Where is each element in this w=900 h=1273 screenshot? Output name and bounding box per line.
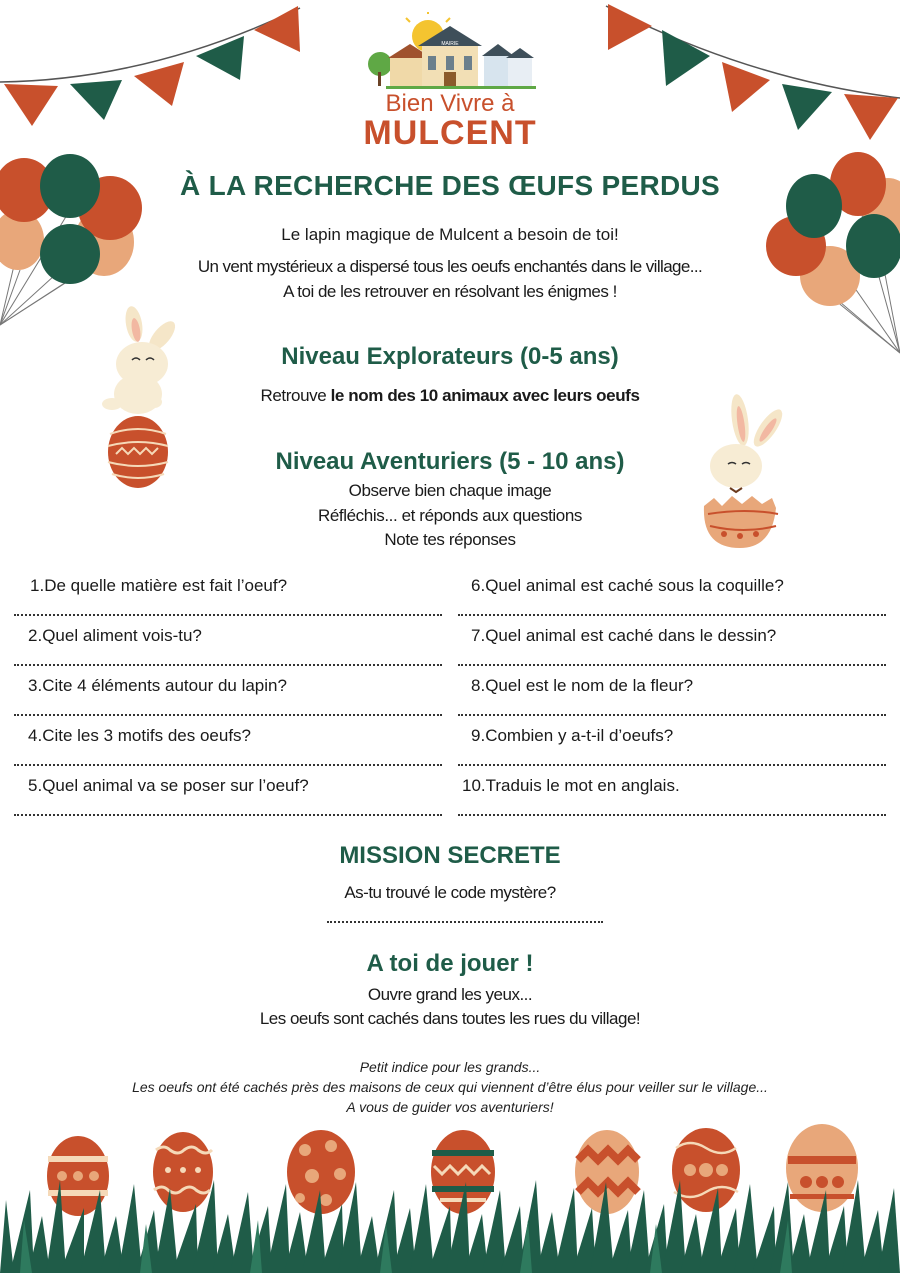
bunting-left xyxy=(0,0,310,140)
question-text: Cite 4 éléments autour du lapin? xyxy=(42,676,287,695)
question-text: Quel animal est caché dans le dessin? xyxy=(485,626,777,645)
explorateurs-text-plain: Retrouve xyxy=(260,386,331,405)
question-2 xyxy=(28,626,202,646)
hint-line1: Petit indice pour les grands... xyxy=(359,1059,541,1075)
intro-line3: A toi de les retrouver en résolvant les énigmes ! xyxy=(283,282,617,301)
question-number: 5. xyxy=(28,776,43,795)
answer-line-3[interactable] xyxy=(14,714,442,716)
question-number: 3. xyxy=(28,676,43,695)
answer-line-7[interactable] xyxy=(458,664,886,666)
question-number: 1. xyxy=(30,576,45,595)
mission-heading: MISSION SECRETE xyxy=(339,842,561,869)
aventuriers-heading: Niveau Aventuriers (5 - 10 ans) xyxy=(275,448,625,475)
question-4 xyxy=(28,726,251,746)
eggs-grass-footer xyxy=(0,1120,900,1273)
answer-line-2[interactable] xyxy=(14,664,442,666)
mairie-sign: MAIRIE xyxy=(441,41,459,47)
intro-line1: Le lapin magique de Mulcent a besoin de toi! xyxy=(281,225,619,244)
logo-line1: Bien Vivre à xyxy=(385,90,515,117)
town-hall-illustration xyxy=(366,12,536,90)
mission-text: As-tu trouvé le code mystère? xyxy=(344,883,556,902)
question-text: Traduis le mot en anglais. xyxy=(485,776,680,795)
page-title: À LA RECHERCHE DES ŒUFS PERDUS xyxy=(179,170,720,201)
mission-answer-line[interactable] xyxy=(327,921,603,923)
logo-line2: MULCENT xyxy=(363,114,537,152)
question-number: 9. xyxy=(471,726,486,745)
question-8 xyxy=(471,676,693,696)
question-10 xyxy=(462,776,680,796)
question-number: 7. xyxy=(471,626,486,645)
question-text: De quelle matière est fait l’oeuf? xyxy=(44,576,288,595)
question-text: Quel animal est caché sous la coquille? xyxy=(485,576,784,595)
question-number: 8. xyxy=(471,676,486,695)
hint-line2: Les oeufs ont été cachés près des maisons de ceux qui viennent d’être élus pour veiller sur le village... xyxy=(132,1079,768,1095)
question-7 xyxy=(471,626,776,646)
answer-line-5[interactable] xyxy=(14,814,442,816)
answer-line-6[interactable] xyxy=(458,614,886,616)
answer-line-4[interactable] xyxy=(14,764,442,766)
question-text: Quel animal va se poser sur l’oeuf? xyxy=(42,776,309,795)
aventuriers-line2: Réfléchis... et réponds aux questions xyxy=(318,506,582,525)
question-3 xyxy=(28,676,287,696)
explorateurs-text xyxy=(0,386,900,406)
question-text: Quel aliment vois-tu? xyxy=(42,626,202,645)
question-number: 6. xyxy=(471,576,486,595)
aventuriers-line3: Note tes réponses xyxy=(384,530,516,549)
question-number: 2. xyxy=(28,626,43,645)
hint-line3: A vous de guider vos aventuriers! xyxy=(346,1099,554,1115)
explorateurs-text-bold: le nom des 10 animaux avec leurs oeufs xyxy=(330,386,640,405)
question-6 xyxy=(471,576,784,596)
question-number: 10. xyxy=(462,776,486,795)
logo xyxy=(360,12,540,152)
easter-egg-3 xyxy=(287,1130,355,1214)
explorateurs-heading: Niveau Explorateurs (0-5 ans) xyxy=(281,343,619,370)
intro-line2: Un vent mystérieux a dispersé tous les oeufs enchantés dans le village... xyxy=(197,257,703,276)
jouer-line1: Ouvre grand les yeux... xyxy=(367,985,533,1004)
question-text: Quel est le nom de la fleur? xyxy=(485,676,694,695)
answer-line-1[interactable] xyxy=(14,614,442,616)
question-9 xyxy=(471,726,673,746)
answer-line-8[interactable] xyxy=(458,714,886,716)
jouer-line2: Les oeufs sont cachés dans toutes les rues du village! xyxy=(259,1009,641,1028)
jouer-heading: A toi de jouer ! xyxy=(366,950,534,977)
question-1 xyxy=(30,576,287,596)
easter-egg-6 xyxy=(672,1128,740,1212)
question-text: Combien y a-t-il d’oeufs? xyxy=(485,726,674,745)
question-text: Cite les 3 motifs des oeufs? xyxy=(42,726,252,745)
question-5 xyxy=(28,776,309,796)
easter-egg-2 xyxy=(153,1132,213,1212)
bunting-right xyxy=(600,0,900,150)
answer-line-10[interactable] xyxy=(458,814,886,816)
answer-line-9[interactable] xyxy=(458,764,886,766)
aventuriers-line1: Observe bien chaque image xyxy=(348,481,552,500)
easter-egg-7 xyxy=(786,1124,858,1212)
question-number: 4. xyxy=(28,726,43,745)
